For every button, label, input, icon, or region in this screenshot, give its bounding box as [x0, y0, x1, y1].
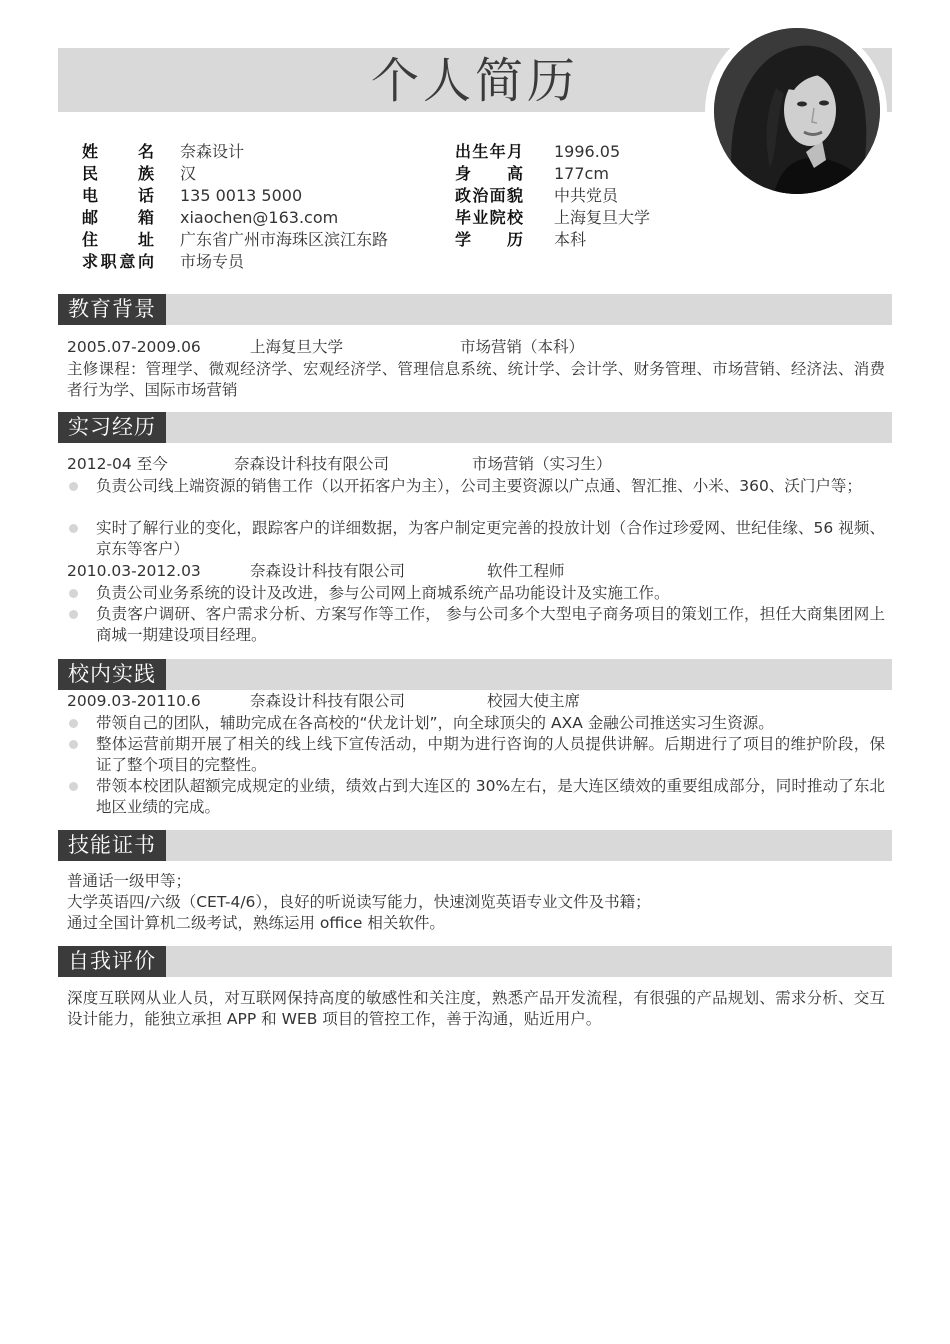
degree-label: 学历	[455, 230, 523, 249]
ethnicity-value: 汉	[180, 164, 197, 183]
bullet-dot-icon	[69, 589, 78, 598]
list-item	[67, 604, 885, 646]
email-value: xiaochen@163.com	[180, 208, 339, 227]
job-company: 奈森设计科技有限公司	[234, 455, 390, 473]
campus-role: 校园大使主席	[487, 692, 581, 710]
job-period: 2010.03-2012.03	[67, 562, 201, 580]
list-item-text: 实时了解行业的变化，跟踪客户的详细数据，为客户制定更完善的投放计划（合作过珍爱网、世纪佳缘、56 视频、京东等客户）	[96, 519, 885, 558]
self-eval-section-bar	[58, 946, 892, 977]
phone-value: 135 0013 5000	[180, 186, 303, 205]
ethnicity-label: 民族	[82, 164, 154, 183]
job-role: 软件工程师	[487, 562, 565, 580]
job-intention-value: 市场专员	[180, 252, 245, 271]
education-major: 市场营销（本科）	[460, 338, 585, 356]
skill-line: 普通话一级甲等；	[67, 872, 192, 890]
skill-line: 大学英语四/六级（CET-4/6），良好的听说读写能力，快速浏览英语专业文件及书籍；	[67, 893, 651, 911]
phone-label: 电话	[82, 186, 154, 205]
list-item	[67, 734, 885, 776]
education-school: 上海复旦大学	[250, 338, 344, 356]
list-item-text: 负责公司线上端资源的销售工作（以开拓客户为主），公司主要资源以广点通、智汇推、小米、360、沃门户等；	[96, 477, 862, 495]
list-item	[67, 713, 885, 734]
political-status-value: 中共党员	[554, 186, 619, 205]
list-item-text: 整体运营前期开展了相关的线上线下宣传活动，中期为进行咨询的人员提供讲解。后期进行了项目的维护阶段，保证了整个项目的完整性。	[96, 735, 885, 774]
skill-line: 通过全国计算机二级考试，熟练运用 office 相关软件。	[67, 914, 445, 932]
name-value: 奈森设计	[180, 142, 245, 161]
height-value: 177cm	[554, 164, 609, 183]
job-company: 奈森设计科技有限公司	[250, 562, 406, 580]
internship-section-bar	[58, 412, 892, 443]
job-period: 2012-04 至今	[67, 455, 168, 473]
list-item	[67, 518, 885, 560]
university-label: 毕业院校	[455, 208, 523, 227]
job-intention-label: 求职意向	[82, 252, 154, 271]
campus-company: 奈森设计科技有限公司	[250, 692, 406, 710]
list-item	[67, 776, 885, 818]
bullet-dot-icon	[69, 740, 78, 749]
campus-period: 2009.03-20110.6	[67, 692, 201, 710]
skills-heading: 技能证书	[58, 830, 166, 861]
degree-value: 本科	[554, 230, 587, 249]
bullet-dot-icon	[69, 482, 78, 491]
university-value: 上海复旦大学	[554, 208, 651, 227]
list-item-text: 带领自己的团队，辅助完成在各高校的“伏龙计划”，向全球顶尖的 AXA 金融公司推送实习生资源。	[96, 714, 774, 732]
education-section-bar	[58, 294, 892, 325]
address-label: 住址	[82, 230, 154, 249]
profile-photo	[714, 28, 880, 194]
bullet-dot-icon	[69, 782, 78, 791]
address-value: 广东省广州市海珠区滨江东路	[180, 230, 389, 249]
education-heading: 教育背景	[58, 294, 166, 325]
list-item	[67, 476, 885, 497]
campus-heading: 校内实践	[58, 659, 166, 690]
self-eval-heading: 自我评价	[58, 946, 166, 977]
name-label: 姓名	[82, 142, 154, 161]
campus-section-bar	[58, 659, 892, 690]
education-period: 2005.07-2009.06	[67, 338, 201, 356]
birth-value: 1996.05	[554, 142, 621, 161]
internship-heading: 实习经历	[58, 412, 166, 443]
height-label: 身高	[455, 164, 523, 183]
bullet-dot-icon	[69, 524, 78, 533]
page-title: 个人简历	[370, 53, 579, 109]
self-eval-text: 深度互联网从业人员，对互联网保持高度的敏感性和关注度，熟悉产品开发流程，有很强的产品规划、需求分析、交互设计能力，能独立承担 APP 和 WEB 项目的管控工作，善于沟通，贴近用户。	[67, 989, 885, 1028]
list-item-text: 负责公司业务系统的设计及改进，参与公司网上商城系统产品功能设计及实施工作。	[96, 584, 670, 602]
bullet-dot-icon	[69, 719, 78, 728]
list-item	[67, 583, 885, 604]
list-item-text: 负责客户调研、客户需求分析、方案写作等工作， 参与公司多个大型电子商务项目的策划工作，担任大商集团网上商城一期建设项目经理。	[96, 605, 885, 644]
portrait-illustration	[714, 28, 880, 194]
bullet-dot-icon	[69, 610, 78, 619]
birth-label: 出生年月	[455, 142, 523, 161]
political-status-label: 政治面貌	[455, 186, 523, 205]
skills-section-bar	[58, 830, 892, 861]
list-item-text: 带领本校团队超额完成规定的业绩，绩效占到大连区的 30%左右，是大连区绩效的重要组成部分，同时推动了东北地区业绩的完成。	[96, 777, 885, 816]
job-role: 市场营销（实习生）	[472, 455, 612, 473]
email-label: 邮箱	[82, 208, 154, 227]
education-courses: 主修课程：管理学、微观经济学、宏观经济学、管理信息系统、统计学、会计学、财务管理、市场营销、经济法、消费者行为学、国际市场营销	[67, 360, 885, 399]
